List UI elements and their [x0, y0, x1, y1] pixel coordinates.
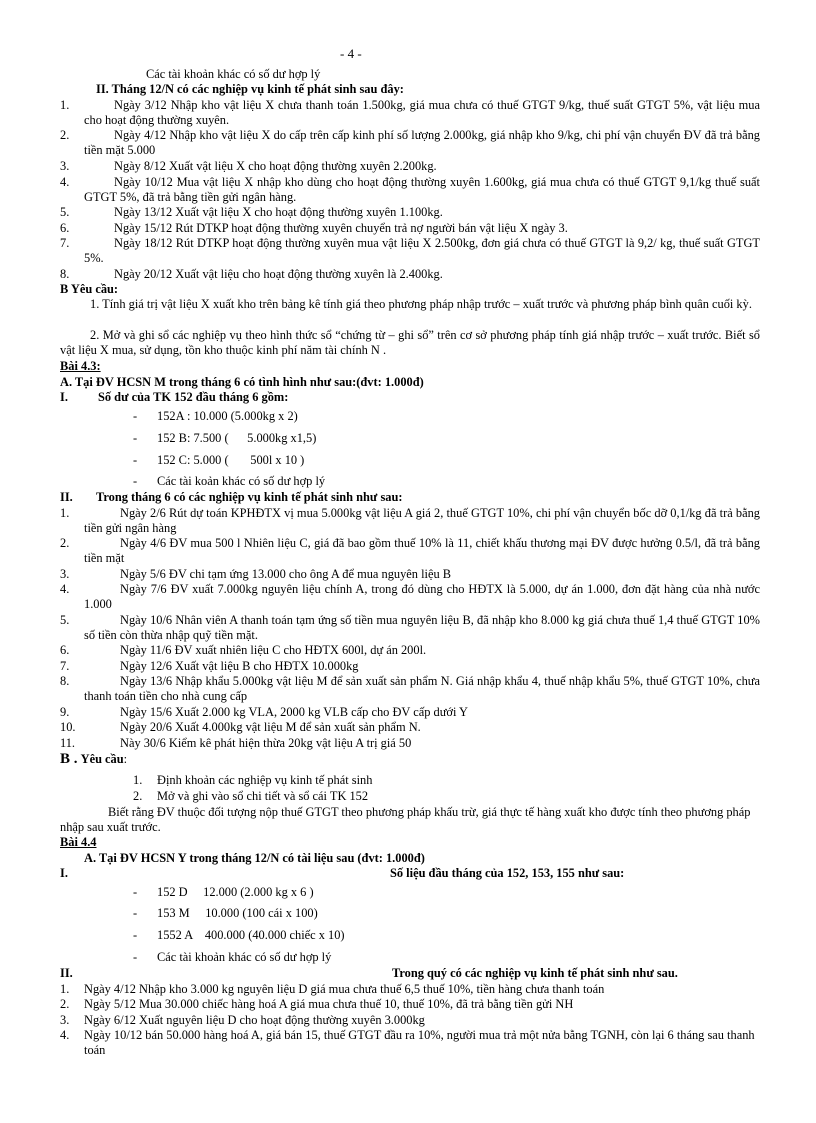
list-dash: -: [133, 885, 138, 899]
exercise-4-4-A-heading: A. Tại ĐV HCSN Y trong tháng 12/N có tài liệu sau (đvt: 1.000đ): [84, 851, 425, 865]
section-II-heading: Trong quý có các nghiệp vụ kinh tế phát sinh như sau.: [392, 966, 678, 980]
requirement-item: Định khoản các nghiệp vụ kinh tế phát sinh: [157, 773, 373, 787]
balance-item: 152 D 12.000 (2.000 kg x 6 ): [157, 885, 314, 899]
list-number: 3.: [60, 1013, 70, 1027]
list-number: 7.: [60, 659, 70, 673]
section-II-number: II.: [60, 490, 73, 504]
list-item: Ngày 6/12 Xuất nguyên liệu D cho hoạt động thường xuyên 3.000kg: [84, 1013, 425, 1027]
section-B-heading: [60, 752, 127, 767]
list-item: Ngày 2/6 Rút dự toán KPHĐTX vị mua 5.000kg vật liệu A giá 2, thuế GTGT 10%, chi phí vận chuyển bốc dỡ 0,1/kg đã trả bằng tiền gửi ngân hàng: [84, 506, 760, 535]
list-item: Ngày 5/6 ĐV chi tạm ứng 13.000 cho ông A để mua nguyên liệu B: [120, 567, 452, 581]
list-number: 5.: [60, 613, 70, 627]
list-number: 6.: [60, 643, 70, 657]
list-number: 1.: [60, 506, 70, 520]
section-B-label: Yêu cầu: [80, 752, 124, 766]
list-number: 4.: [60, 582, 70, 596]
list-number: 8.: [60, 267, 70, 281]
list-number: 7.: [60, 236, 70, 250]
list-number: 4.: [60, 175, 70, 189]
section-I-number: I.: [60, 390, 68, 404]
list-item: Ngày 20/12 Xuất vật liệu cho hoạt động thường xuyên là 2.400kg.: [114, 267, 443, 281]
list-item: Ngày 13/12 Xuất vật liệu X cho hoạt động thường xuyên 1.100kg.: [114, 205, 443, 219]
list-number: 2.: [60, 997, 70, 1011]
list-dash: -: [133, 431, 138, 445]
list-number: 1.: [60, 982, 70, 996]
list-item: Ngày 12/6 Xuất vật liệu B cho HĐTX 10.000kg: [120, 659, 359, 673]
requirements-heading: B Yêu cầu:: [60, 282, 119, 296]
list-dash: -: [133, 474, 138, 488]
list-item: Ngày 15/6 Xuất 2.000 kg VLA, 2000 kg VLB cấp cho ĐV cấp dưới Y: [120, 705, 469, 719]
list-item: Ngày 13/6 Nhập khẩu 5.000kg vật liệu M để sản xuất sản phẩm N. Giá nhập khẩu 4, thuế nhập khẩu 5%, thuế GTGT 10%, chưa thanh toán tiền cho nhà cung cấp: [84, 674, 760, 703]
list-item: Ngày 15/12 Rút DTKP hoạt động thường xuyên chuyển trả nợ người bán vật liệu X ngày 3.: [114, 221, 568, 235]
list-number: 1.: [133, 773, 143, 787]
list-dash: -: [133, 928, 138, 942]
page-number: - 4 -: [340, 46, 362, 61]
list-number: 2.: [60, 128, 70, 142]
requirement-1: 1. Tính giá trị vật liệu X xuất kho trên bảng kê tính giá theo phương pháp nhập trước – xuất trước và phương pháp bình quân cuối kỳ.: [90, 297, 752, 311]
list-item: Ngày 7/6 ĐV xuất 7.000kg nguyên liệu chính A, trong đó dùng cho HĐTX là 5.000, dự án 1.000, đơn đặt hàng của nhà nước 1.000: [84, 582, 760, 611]
list-item: Ngày 5/12 Mua 30.000 chiếc hàng hoá A giá mua chưa thuế 10, thuế 10%, đã trả bằng tiền gửi NH: [84, 997, 574, 1011]
list-number: 10.: [60, 720, 76, 734]
section-B-letter: B .: [60, 751, 78, 767]
list-number: 2.: [133, 789, 143, 803]
balance-item: 152A : 10.000 (5.000kg x 2): [157, 409, 298, 423]
section-I-heading: Số dư của TK 152 đầu tháng 6 gồm:: [98, 390, 289, 404]
list-item: Ngày 10/12 Mua vật liệu X nhập kho dùng cho hoạt động thường xuyên 1.600kg, giá mua chưa có thuế GTGT 9,1/kg thuế suất GTGT 5%, đã trả bằng tiền gửi ngân hàng.: [84, 175, 760, 204]
list-item: Ngày 18/12 Rút DTKP hoạt động thường xuyên mua vật liệu X 2.500kg, đơn giá chưa có thuế GTGT là 9,2/ kg, thuế suất GTGT 5%.: [84, 236, 760, 265]
balance-item: 152 B: 7.500 ( 5.000kg x1,5): [157, 431, 317, 445]
list-number: 3.: [60, 159, 70, 173]
section-I-number: I.: [60, 866, 68, 880]
list-item: Ngày 3/12 Nhập kho vật liệu X chưa thanh toán 1.500kg, giá mua chưa có thuế GTGT 9/kg, thuế suất GTGT 5%, vật liệu mua cho hoạt động thường xuyên.: [84, 98, 760, 127]
list-dash: -: [133, 409, 138, 423]
exercise-4-3-title: Bài 4.3:: [60, 359, 101, 373]
list-number: 6.: [60, 221, 70, 235]
requirement-2: 2. Mở và ghi sổ các nghiệp vụ theo hình thức sổ “chứng từ – ghi sổ” trên cơ sở phương pháp tính giá nhập trước – xuất trước. Biết sổ vật liệu X mua, sử dụng, tồn kho thuộc kinh phí năm tài chính N .: [60, 328, 760, 357]
list-number: 1.: [60, 98, 70, 112]
balance-item: 152 C: 5.000 ( 500l x 10 ): [157, 453, 305, 467]
section-II-number: II.: [60, 966, 73, 980]
list-number: 11.: [60, 736, 76, 750]
list-item: Ngày 4/12 Nhập kho 3.000 kg nguyên liệu D giá mua chưa thuế 6,5 thuế 10%, tiền hàng chưa thanh toán: [84, 982, 605, 996]
balance-item: Các tài khoản khác có số dư hợp lý: [157, 950, 332, 964]
requirement-item: Mở và ghi vào sổ chi tiết và sổ cái TK 152: [157, 789, 369, 803]
list-dash: -: [133, 906, 138, 920]
list-number: 4.: [60, 1028, 70, 1042]
list-item: Ngày 4/12 Nhập kho vật liệu X do cấp trên cấp kinh phí số lượng 2.000kg, giá nhập kho 9/kg, chi phí vận chuyển ĐV đã trả bằng tiền mặt 5.000: [84, 128, 760, 157]
list-item: Ngày 11/6 ĐV xuất nhiên liệu C cho HĐTX 600l, dự án 200l.: [120, 643, 427, 657]
balance-item: 1552 A 400.000 (40.000 chiếc x 10): [157, 928, 345, 942]
list-item: Này 30/6 Kiểm kê phát hiện thừa 20kg vật liệu A trị giá 50: [120, 736, 412, 750]
balance-item: 153 M 10.000 (100 cái x 100): [157, 906, 318, 920]
list-item: Ngày 8/12 Xuất vật liệu X cho hoạt động thường xuyên 2.200kg.: [114, 159, 437, 173]
list-number: 8.: [60, 674, 70, 688]
section-I-heading: Số liệu đầu tháng của 152, 153, 155 như sau:: [390, 866, 625, 880]
list-item: Ngày 20/6 Xuất 4.000kg vật liệu M để sản xuất sản phẩm N.: [120, 720, 421, 734]
list-item: Ngày 4/6 ĐV mua 500 l Nhiên liệu C, giá đã bao gồm thuế 10% là 11, chiết khấu thương mại ĐV được hưởng 0.5/l, đã trả bằng tiền mặt: [84, 536, 760, 565]
balance-item: Các tài koản khác có số dư hợp lý: [157, 474, 326, 488]
other-accounts-line: Các tài khoản khác có số dư hợp lý: [146, 67, 321, 81]
list-dash: -: [133, 453, 138, 467]
list-item: Ngày 10/12 bán 50.000 hàng hoá A, giá bán 15, thuế GTGT đầu ra 10%, người mua trả một nửa bằng TGNH, còn lại 6 tháng sau thanh toán: [84, 1028, 755, 1057]
list-number: 5.: [60, 205, 70, 219]
list-number: 2.: [60, 536, 70, 550]
list-number: 9.: [60, 705, 70, 719]
list-number: 3.: [60, 567, 70, 581]
exercise-4-4-title: Bài 4.4: [60, 835, 97, 849]
section-II-heading: II. Tháng 12/N có các nghiệp vụ kinh tế phát sinh sau đây:: [96, 82, 404, 96]
exercise-4-3-A-heading: A. Tại ĐV HCSN M trong tháng 6 có tình hình như sau:(đvt: 1.000đ): [60, 375, 424, 389]
section-B-colon: :: [123, 752, 128, 766]
method-note: Biết rằng ĐV thuộc đối tượng nộp thuế GTGT theo phương pháp khấu trừ, giá thực tế hàng xuất kho được tính theo phương pháp nhập sau xuất trước.: [60, 805, 751, 834]
list-dash: -: [133, 950, 138, 964]
section-II-heading: Trong tháng 6 có các nghiệp vụ kinh tế phát sinh như sau:: [96, 490, 403, 504]
list-item: Ngày 10/6 Nhân viên A thanh toán tạm ứng số tiền mua nguyên liệu B, đã nhập kho 8.000 kg giá chưa thuế 1,4 thuế GTGT 10% số tiền còn thừa nhập quỹ tiền mặt.: [84, 613, 760, 642]
